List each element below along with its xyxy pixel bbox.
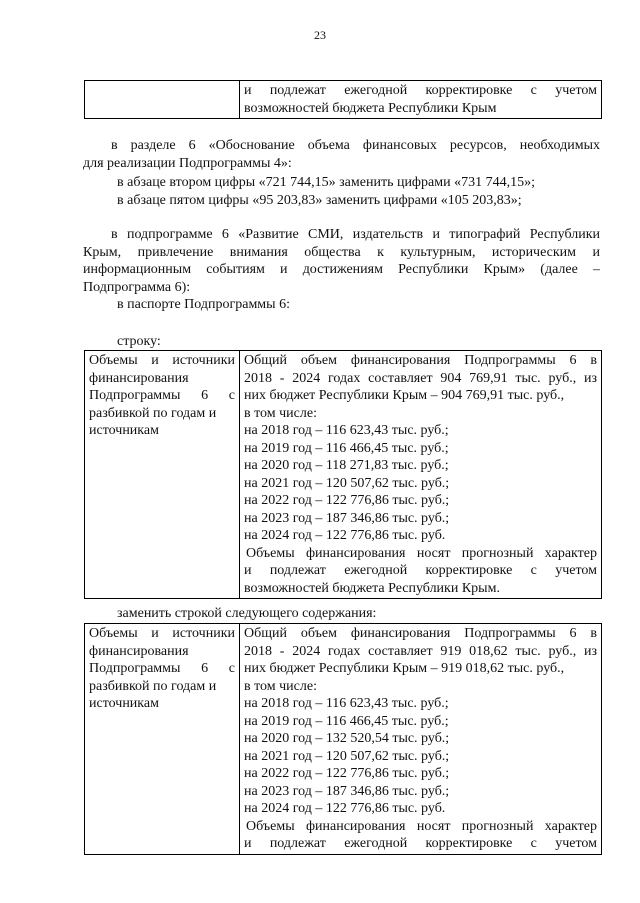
table2-year-2023: на 2023 год – 187 346,86 тыс. руб.; bbox=[244, 783, 450, 799]
table2-right-cell bbox=[240, 624, 602, 855]
table2-right-line-4: в том числе: bbox=[244, 678, 317, 694]
para4-line-3: информационным событиям и достижениям Республики Крым» (далее – bbox=[83, 262, 600, 277]
table1-note-line-3: возможностей бюджета Республики Крым. bbox=[244, 580, 500, 596]
table2-left-line-4: разбивкой по годам и bbox=[89, 678, 217, 694]
table-new-row bbox=[84, 623, 602, 855]
top-table-line-1: и подлежат ежегодной корректировке с учетом bbox=[244, 83, 597, 98]
top-table bbox=[84, 80, 602, 119]
table1-left-line-5: источникам bbox=[89, 423, 159, 438]
top-table-left-cell bbox=[85, 81, 240, 119]
table1-year-2019: на 2019 год – 116 466,45 тыс. руб.; bbox=[244, 440, 449, 456]
para4-line-4: Подпрограмма 6): bbox=[83, 279, 191, 295]
label-replace: заменить строкой следующего содержания: bbox=[117, 606, 377, 621]
table1-right-line-2: 2018 - 2024 годах составляет 904 769,91 тыс. руб., из bbox=[244, 370, 597, 386]
table1-year-2022: на 2022 год – 122 776,86 тыс. руб.; bbox=[244, 493, 450, 508]
table1-year-2021: на 2021 год – 120 507,62 тыс. руб.; bbox=[244, 475, 450, 491]
table1-year-2024: на 2024 год – 122 776,86 тыс. руб. bbox=[244, 528, 446, 543]
table-old-row bbox=[84, 350, 602, 599]
table2-right-line-1: Общий объем финансирования Подпрограммы 6 в bbox=[244, 626, 597, 641]
para4-line-2: Крым, привлечение внимания общества к культурным, историческим и bbox=[83, 244, 600, 260]
table2-left-line-1: Объемы и источники bbox=[89, 626, 235, 641]
table1-left-line-1: Объемы и источники bbox=[89, 353, 235, 368]
page-number: 23 bbox=[314, 28, 326, 42]
table2-left-line-5: источникам bbox=[89, 696, 159, 711]
table2-left-line-3: Подпрограммы 6 с bbox=[89, 661, 235, 676]
table1-year-2020: на 2020 год – 118 271,83 тыс. руб.; bbox=[244, 458, 449, 473]
table2-left-cell bbox=[85, 624, 240, 855]
table2-right-line-3: них бюджет Республики Крым – 919 018,62 тыс. руб., bbox=[244, 661, 565, 676]
paragraph-subprogram-6 bbox=[83, 226, 600, 296]
table2-year-2024: на 2024 год – 122 776,86 тыс. руб. bbox=[244, 801, 446, 816]
table1-right-line-4: в том числе: bbox=[244, 405, 317, 421]
table2-year-2020: на 2020 год – 132 520,54 тыс. руб.; bbox=[244, 731, 450, 746]
table2-year-2019: на 2019 год – 116 466,45 тыс. руб.; bbox=[244, 713, 449, 729]
para1-line-2: для реализации Подпрограммы 4»: bbox=[83, 155, 292, 171]
paragraph-abzac-5: в абзаце пятом цифры «95 203,83» заменить цифрами «105 203,83»; bbox=[117, 193, 522, 208]
table2-year-2021: на 2021 год – 120 507,62 тыс. руб.; bbox=[244, 748, 450, 764]
table2-left-line-2: финансирования bbox=[89, 643, 189, 659]
table2-note-line-2: и подлежат ежегодной корректировке с учетом bbox=[244, 836, 597, 851]
para1-line-1: в разделе 6 «Обоснование объема финансовых ресурсов, необходимых bbox=[111, 138, 600, 153]
table1-left-cell bbox=[85, 351, 240, 599]
table1-right-line-3: них бюджет Республики Крым – 904 769,91 тыс. руб., bbox=[244, 388, 565, 403]
paragraph-section-6 bbox=[83, 137, 600, 172]
table1-right-cell bbox=[240, 351, 602, 599]
table2-right-line-2: 2018 - 2024 годах составляет 919 018,62 тыс. руб., из bbox=[244, 643, 597, 659]
table1-left-line-2: финансирования bbox=[89, 370, 189, 386]
label-row: строку: bbox=[117, 334, 161, 349]
top-table-line-2: возможностей бюджета Республики Крым bbox=[244, 100, 497, 116]
table1-left-line-4: разбивкой по годам и bbox=[89, 405, 217, 421]
table2-note-line-1: Объемы финансирования носят прогнозный характер bbox=[246, 818, 597, 834]
table1-note-line-2: и подлежат ежегодной корректировке с учетом bbox=[244, 563, 597, 578]
paragraph-abzac-2: в абзаце втором цифры «721 744,15» заменить цифрами «731 744,15»; bbox=[117, 175, 535, 190]
para4-line-1: в подпрограмме 6 «Развитие СМИ, издательств и типографий Республики bbox=[111, 227, 600, 242]
paragraph-passport: в паспорте Подпрограммы 6: bbox=[117, 297, 290, 312]
table1-note-line-1: Объемы финансирования носят прогнозный характер bbox=[246, 545, 597, 561]
top-table-right-cell bbox=[240, 81, 602, 119]
table2-year-2018: на 2018 год – 116 623,43 тыс. руб.; bbox=[244, 696, 449, 711]
table2-year-2022: на 2022 год – 122 776,86 тыс. руб.; bbox=[244, 766, 450, 781]
table1-left-line-3: Подпрограммы 6 с bbox=[89, 388, 235, 403]
table1-year-2023: на 2023 год – 187 346,86 тыс. руб.; bbox=[244, 510, 450, 526]
table1-right-line-1: Общий объем финансирования Подпрограммы 6 в bbox=[244, 353, 597, 368]
table1-year-2018: на 2018 год – 116 623,43 тыс. руб.; bbox=[244, 423, 449, 438]
